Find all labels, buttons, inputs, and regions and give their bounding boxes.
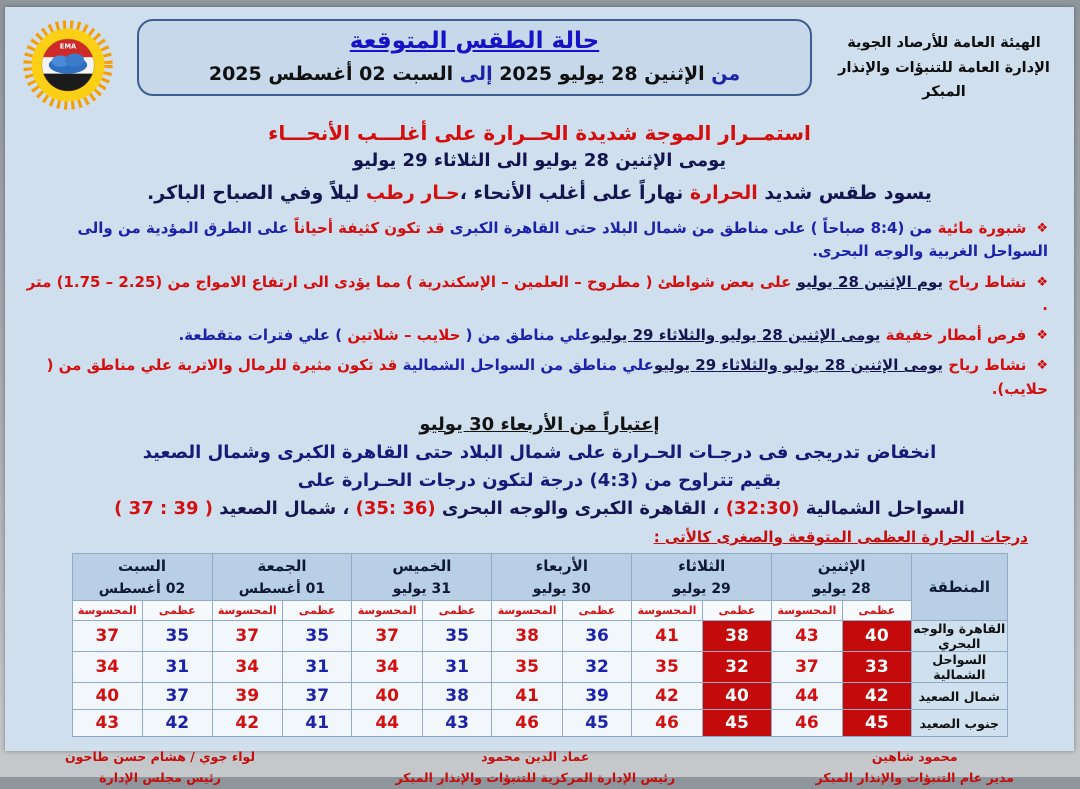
text-segment: حلايب – شلاتين — [347, 326, 461, 344]
temperature-table — [72, 553, 1008, 737]
max-temp-cell: 42 — [842, 683, 911, 710]
max-temp-cell: 35 — [143, 621, 212, 652]
max-temp-cell: 36 — [562, 621, 631, 652]
notice-text — [77, 219, 1048, 260]
feels-temp-cell: 38 — [492, 621, 562, 652]
max-temp-cell: 33 — [842, 652, 911, 683]
day-header: الجمعة 01 أغسطس — [212, 553, 352, 600]
text-segment: الإثنين 28 يوليو 2025 — [492, 63, 705, 85]
feels-temp-cell: 35 — [492, 652, 562, 683]
text-segment: علي مناطق من السواحل الشمالية — [397, 356, 654, 375]
weather-bulletin-document — [5, 7, 1074, 786]
max-temp-cell: 31 — [282, 652, 351, 683]
expected-temps-line — [5, 498, 1074, 519]
max-subheader: عظمى — [562, 601, 631, 621]
bullet-diamond-icon: ❖ — [1036, 274, 1048, 290]
sun-cloud-logo-icon — [19, 17, 117, 113]
feels-temp-cell: 37 — [772, 652, 842, 683]
feels-temp-cell: 42 — [632, 683, 702, 710]
page-title: حالة الطقس المتوقعة — [349, 28, 600, 54]
signature-title: مدير عام التنبؤات والإنذار المبكر — [815, 770, 1014, 786]
feels-temp-cell: 35 — [632, 652, 702, 683]
region-cell: شمال الصعيد — [912, 683, 1007, 710]
max-temp-cell: 38 — [422, 683, 491, 710]
max-temp-cell: 35 — [282, 621, 351, 652]
text-segment: علي مناطق من ( — [460, 326, 592, 344]
max-temp-cell: 40 — [702, 683, 771, 710]
dust-wind-notice — [19, 354, 1048, 401]
svg-text:EMA: EMA — [59, 42, 77, 51]
text-segment: متر . — [26, 272, 1048, 314]
feels-subheader: المحسوسة — [212, 601, 282, 621]
coastal-wind-notice — [19, 271, 1048, 318]
feels-temp-cell: 39 — [212, 683, 282, 710]
table-intro: درجات الحرارة العظمى المتوقعة والصغرى كالأتى : — [653, 527, 1028, 546]
weather-summary — [5, 182, 1074, 204]
text-segment: ) علي فترات متقطعة. — [178, 326, 348, 344]
max-temp-cell: 39 — [562, 683, 631, 710]
feels-temp-cell: 40 — [72, 683, 143, 710]
text-segment: نشاط رياح — [943, 356, 1027, 375]
max-subheader: عظمى — [702, 601, 771, 621]
max-temp-cell: 31 — [143, 652, 212, 683]
title-box — [137, 19, 812, 96]
text-segment: حـار رطب — [365, 182, 460, 204]
signature-name: لواء جوي / هشام حسن طاحون — [65, 749, 256, 765]
feels-subheader: المحسوسة — [772, 601, 842, 621]
cooling-paragraph-1: انخفاض تدريجى فى درجـات الحـرارة على شمال البلاد حتى القاهرة الكبرى وشمال الصعيد — [142, 441, 937, 463]
signature-name: محمود شاهين — [871, 749, 958, 765]
text-segment: (32:30) — [725, 497, 800, 519]
max-temp-cell: 41 — [282, 710, 351, 737]
weather-notices — [5, 204, 1074, 401]
day-header: السبت 02 أغسطس — [72, 553, 212, 600]
max-temp-cell: 35 — [422, 621, 491, 652]
text-segment: الحرارة — [689, 182, 758, 204]
text-segment: على الطرق المؤدية من والى السواحل الغربية والوجه البحرى. — [77, 219, 1048, 261]
max-temp-cell: 42 — [143, 710, 212, 737]
organization-name — [828, 17, 1060, 105]
feels-temp-cell: 34 — [212, 652, 282, 683]
feels-subheader: المحسوسة — [632, 601, 702, 621]
signature-forecast-director — [816, 746, 1014, 789]
notice-text — [47, 356, 1048, 397]
table-row — [72, 683, 1007, 710]
region-cell: جنوب الصعيد — [912, 710, 1007, 737]
text-segment: نشاط رياح — [943, 272, 1027, 291]
text-segment: السواحل الشمالية — [799, 497, 965, 519]
max-temp-cell: 45 — [842, 710, 911, 737]
feels-temp-cell: 46 — [772, 710, 842, 737]
date-range — [149, 63, 800, 85]
max-temp-cell: 45 — [562, 710, 631, 737]
max-temp-cell: 32 — [562, 652, 631, 683]
feels-temp-cell: 43 — [72, 710, 143, 737]
text-segment: على بعض شواطئ ( مطروح – العلمين – الإسكندرية ) مما يؤدى الى ارتفاع الامواج من — [162, 272, 797, 291]
day-header: الأربعاء 30 يوليو — [492, 553, 632, 600]
text-segment: من — [704, 63, 741, 85]
feels-temp-cell: 34 — [72, 652, 143, 683]
feels-temp-cell: 37 — [352, 621, 422, 652]
signatures-row — [5, 737, 1074, 789]
cooling-paragraph-2: بقيم تتراوح من (4:3) درجة لتكون درجات الحـرارة على — [297, 469, 782, 491]
day-header: الثلاثاء 29 يوليو — [632, 553, 772, 600]
feels-temp-cell: 41 — [492, 683, 562, 710]
ema-logo — [19, 17, 117, 113]
feels-temp-cell: 41 — [632, 621, 702, 652]
notice-text — [178, 326, 1026, 344]
table-row — [72, 621, 1007, 652]
text-segment: ، شمال الصعيد — [213, 497, 356, 519]
max-subheader: عظمى — [842, 601, 911, 621]
feels-temp-cell: 44 — [352, 710, 422, 737]
table-row — [72, 710, 1007, 737]
text-segment: يومى الإثنين 28 يوليو والثلاثاء 29 يوليو — [653, 356, 944, 375]
section-heading-wednesday: إعتباراً من الأربعاء 30 يوليو — [419, 413, 660, 435]
org-line1: الهيئة العامة للأرصاد الجوية — [847, 35, 1041, 51]
text-segment: يسود طقس شديد — [757, 182, 932, 204]
bullet-diamond-icon: ❖ — [1036, 221, 1048, 236]
org-line2: الإدارة العامة للتنبؤات والإنذار المبكر — [838, 59, 1050, 101]
max-temp-cell: 40 — [842, 621, 911, 652]
text-segment: شبورة مائية — [932, 219, 1027, 237]
max-subheader: عظمى — [422, 601, 491, 621]
text-segment: (1.75 – 2.25) — [56, 272, 163, 291]
heatwave-dates: يومى الإثنين 28 يوليو الى الثلاثاء 29 يوليو — [352, 150, 727, 171]
heatwave-headline: استمــرار الموجة شديدة الحــرارة على أغلـــب الأنحـــاء — [268, 121, 811, 145]
feels-temp-cell: 40 — [352, 683, 422, 710]
signature-name: عماد الدين محمود — [481, 749, 590, 765]
max-temp-cell: 38 — [702, 621, 771, 652]
signature-title: رئيس الإدارة المركزية للتنبؤات والإنذار المبكر — [395, 770, 676, 786]
text-segment: ( 37 : 39 ) — [114, 497, 213, 519]
feels-subheader: المحسوسة — [352, 601, 422, 621]
signature-central-admin-head — [395, 746, 675, 789]
region-cell: السواحل الشمالية — [912, 652, 1007, 683]
text-segment: ليلاً وفي الصباح الباكر. — [147, 182, 366, 204]
feels-temp-cell: 37 — [72, 621, 143, 652]
table-body — [72, 621, 1007, 737]
fog-notice — [19, 217, 1048, 264]
text-segment: (35: 36) — [355, 497, 436, 519]
region-column-header: المنطقة — [912, 553, 1007, 620]
feels-subheader: المحسوسة — [492, 601, 562, 621]
feels-temp-cell: 43 — [772, 621, 842, 652]
max-temp-cell: 32 — [702, 652, 771, 683]
rain-notice — [19, 324, 1048, 347]
region-cell: القاهرة والوجه البحري — [913, 621, 1006, 652]
text-segment: ، القاهرة الكبرى والوجه البحرى — [435, 497, 726, 519]
text-segment: قد تكون كثيفة أحياناً — [293, 219, 445, 237]
day-header: الإثنين 28 يوليو — [772, 553, 912, 600]
max-temp-cell: 37 — [143, 683, 212, 710]
feels-temp-cell: 42 — [212, 710, 282, 737]
feels-subheader: المحسوسة — [72, 601, 143, 621]
feels-temp-cell: 46 — [632, 710, 702, 737]
day-header: الخميس 31 يوليو — [352, 553, 492, 600]
signature-board-chairman — [65, 746, 255, 789]
max-temp-cell: 43 — [422, 710, 491, 737]
signature-title: رئيس مجلس الإدارة — [99, 770, 221, 786]
max-subheader: عظمى — [282, 601, 351, 621]
max-temp-cell: 37 — [282, 683, 351, 710]
text-segment: السبت 02 أغسطس 2025 — [208, 63, 454, 85]
text-segment: فرص أمطار خفيفة — [880, 326, 1027, 344]
table-header — [72, 553, 1007, 620]
notice-text — [27, 273, 1048, 314]
feels-temp-cell: 37 — [212, 621, 282, 652]
text-segment: قد تكون مثيرة للرمال والاتربة علي مناطق من ( حلايب). — [46, 356, 1048, 398]
text-segment: إلى — [453, 63, 493, 85]
bullet-diamond-icon: ❖ — [1036, 328, 1048, 343]
table-row — [72, 652, 1007, 683]
feels-temp-cell: 46 — [492, 710, 562, 737]
feels-temp-cell: 34 — [352, 652, 422, 683]
text-segment: نهاراً على أغلب الأنحاء ، — [459, 182, 690, 204]
document-header — [5, 7, 1074, 113]
text-segment: من (8:4 صباحاً ) على مناطق من شمال البلاد حتى القاهرة الكبرى — [444, 219, 933, 237]
feels-temp-cell: 44 — [772, 683, 842, 710]
text-segment: يومى الإثنين 28 يوليو والثلاثاء 29 يوليو — [591, 326, 881, 344]
max-temp-cell: 31 — [422, 652, 491, 683]
max-temp-cell: 45 — [702, 710, 771, 737]
max-subheader: عظمى — [143, 601, 212, 621]
bullet-diamond-icon: ❖ — [1036, 358, 1048, 374]
text-segment: يوم الإثنين 28 يوليو — [796, 272, 944, 291]
